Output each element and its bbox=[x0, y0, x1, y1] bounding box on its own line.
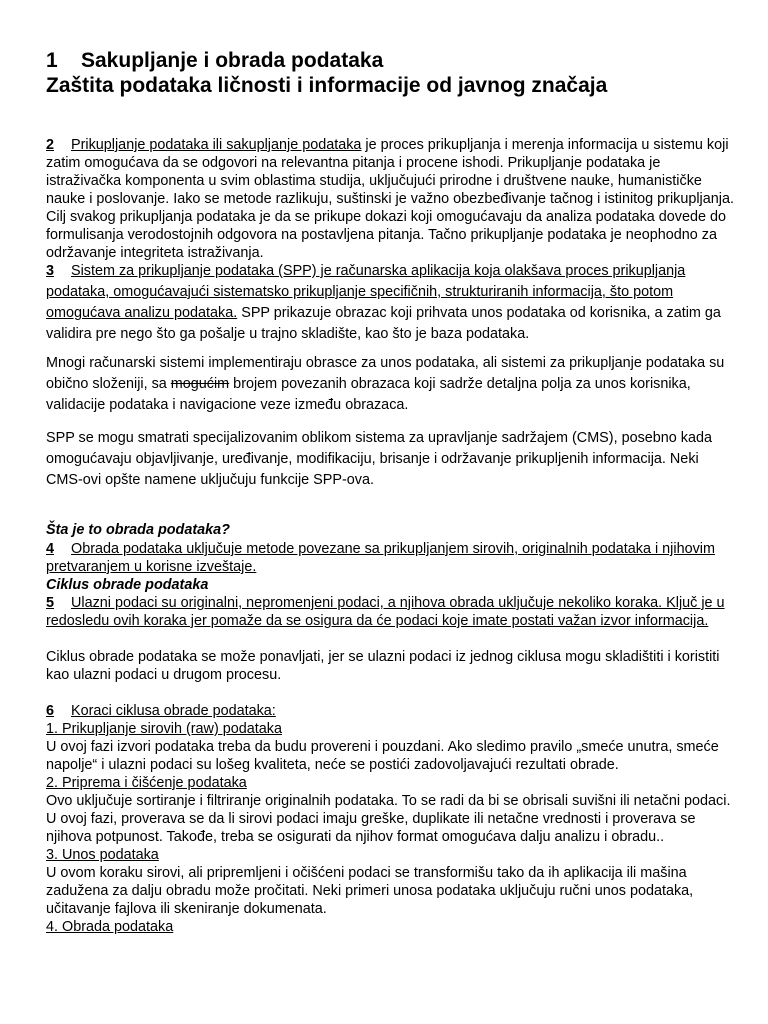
section-number-2: 2 bbox=[46, 137, 55, 153]
paragraph-systems: Mnogi računarski sistemi implementiraju obrasce za unos podataka, ali sistemi za prikupljanje podataka su obično složeniji, sa mogućim brojem povezanih obrazaca koji sadrže detaljna polja za unos korisnika, validacije podataka i navigacione veze između obrazaca. bbox=[46, 355, 725, 413]
paragraph-2 bbox=[46, 136, 736, 262]
struck-word: mogućim bbox=[170, 376, 230, 392]
paragraph-3 bbox=[46, 261, 736, 345]
title-number: 1 bbox=[46, 49, 58, 72]
paragraph-5-text: Ulazni podaci su originalni, nepromenjeni podaci, a njihova obrada uključuje nekoliko koraka. Ključ je u redosledu ovih koraka jer pomaže da se osigura da će podaci koje imate postati važan izvor informacija. bbox=[46, 595, 725, 629]
step-3-title: 3. Unos podataka bbox=[46, 847, 159, 863]
section-number-3: 3 bbox=[46, 263, 55, 279]
step-2-title: 2. Priprema i čišćenje podataka bbox=[46, 775, 247, 791]
steps-heading bbox=[46, 702, 736, 720]
section-number-6: 6 bbox=[46, 703, 55, 719]
steps-heading-text: Koraci ciklusa obrade podataka: bbox=[71, 703, 276, 719]
step-1-title: 1. Prikupljanje sirovih (raw) podataka bbox=[46, 721, 282, 737]
document-title bbox=[46, 48, 736, 98]
paragraph-4 bbox=[46, 540, 736, 576]
step-1-text: U ovoj fazi izvori podataka treba da budu provereni i pouzdani. Ako sledimo pravilo „smeće unutra, smeće napolje“ i ulazni podaci su lošeg kvaliteta, neće se postići zadovoljavajući rezultati obrade. bbox=[46, 739, 719, 773]
paragraph-3-text: SPP prikazuje obrazac koji prihvata unos podataka od korisnika, a zatim ga validira pre nego što ga pošalje u trajno skladište, kao što je baza podataka. bbox=[46, 305, 721, 342]
paragraph-cycle: Ciklus obrade podataka se može ponavljati, jer se ulazni podaci iz jednog ciklusa mogu skladištiti i koristiti kao ulazni podaci u drugom procesu. bbox=[46, 649, 720, 683]
paragraph-4-text: Obrada podataka uključuje metode povezane sa prikupljanjem sirovih, originalnih podataka i njihovim pretvaranjem u korisne izveštaje. bbox=[46, 541, 715, 575]
heading-processing-cycle: Ciklus obrade podataka bbox=[46, 577, 209, 593]
step-4-title: 4. Obrada podataka bbox=[46, 919, 174, 935]
paragraph-2-lead: Prikupljanje podataka ili sakupljanje podataka bbox=[71, 137, 362, 153]
heading-what-is-processing: Šta je to obrada podataka? bbox=[46, 522, 230, 538]
step-2-text: Ovo uključuje sortiranje i filtriranje originalnih podataka. To se radi da bi se obrisali suvišni ili netačni podaci. U ovoj fazi, proverava se da li sirovi podaci imaju greške, duplikate ili netačne vrednosti i proverava se njihova potpunost. Takođe, treba se osigurati da njihov format omogućava dalju analizu i obradu.. bbox=[46, 793, 731, 845]
section-number-5: 5 bbox=[46, 595, 55, 611]
steps-section bbox=[46, 702, 736, 936]
title-line-1: Sakupljanje i obrada podataka bbox=[81, 49, 384, 72]
paragraph-3-lead: Sistem za prikupljanje podataka (SPP) je računarska aplikacija koja olakšava proces prikupljanja podataka, omogućavajući sistematsko prikupljanje specifičnih, strukturiranih informacija, što potom omogućava analizu podataka. bbox=[46, 263, 686, 321]
paragraph-5 bbox=[46, 594, 736, 630]
paragraph-2-text: je proces prikupljanja i merenja informacija u sistemu koji zatim omogućava da se odgovori na relevantna pitanja i procene ishodi. Prikupljanje podataka je istraživačka komponenta u svim oblastima studija, uključujući prirodne i društvene nauke, humanističke nauke i poslovanje. Iako se metode razlikuju, suštinski je važno obezbeđivanje tačnog i istinitog prikupljanja. Cilj svakog prikupljanja podataka je da se prikupe dokazi koji omogućavaju da analiza podataka dovede do formulisanja verodostojnih odgovora na postavljena pitanja. Tačno prikupljanje podataka je neophodno za održavanje integriteta istraživanja. bbox=[46, 137, 734, 261]
title-line-2: Zaštita podataka ličnosti i informacije od javnog značaja bbox=[46, 74, 608, 97]
paragraph-cms: SPP se mogu smatrati specijalizovanim oblikom sistema za upravljanje sadržajem (CMS), posebno kada omogućavaju objavljivanje, uređivanje, modifikaciju, brisanje i održavanje prikupljenih informacija. Neki CMS-ovi opšte namene uključuju funkcije SPP-ova. bbox=[46, 430, 712, 488]
step-3-text: U ovom koraku sirovi, ali pripremljeni i očišćeni podaci se transformišu tako da ih aplikacija ili mašina zadužena za dalju obradu može pročitati. Neki primeri unosa podataka uključuju ručni unos podataka, učitavanje fajlova ili skeniranje dokumenata. bbox=[46, 865, 694, 917]
section-number-4: 4 bbox=[46, 541, 55, 557]
